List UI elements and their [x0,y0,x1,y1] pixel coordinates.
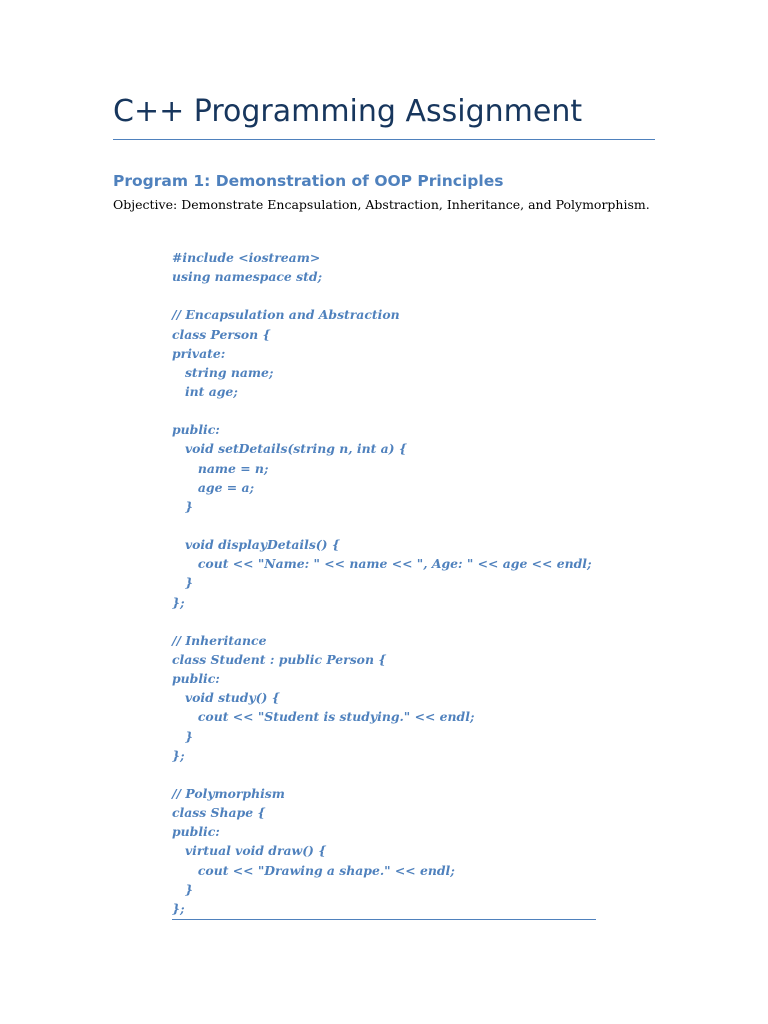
code-line: }; [172,594,185,610]
code-line: public: [172,671,220,687]
code-line: } [172,575,193,591]
code-line: } [172,728,193,744]
code-line: void study() { [172,690,280,706]
code-line: void displayDetails() { [172,537,340,553]
code-line: cout << "Name: " << name << ", Age: " << age << endl; [172,556,592,572]
code-line: // Polymorphism [172,785,285,801]
code-line [172,286,596,305]
code-line: void setDetails(string n, int a) { [172,441,407,457]
code-line: public: [172,824,220,840]
code-line: } [172,498,193,514]
code-line: private: [172,345,226,361]
title-underline [113,139,655,140]
code-line: age = a; [172,479,255,495]
code-line: } [172,881,193,897]
code-line: // Encapsulation and Abstraction [172,307,400,323]
code-line: cout << "Student is studying." << endl; [172,709,475,725]
code-line: public: [172,422,220,438]
document-title: C++ Programming Assignment [113,94,583,129]
code-line [172,516,596,535]
code-line: }; [172,900,185,916]
code-line [172,401,596,420]
code-line: name = n; [172,460,269,476]
code-line: int age; [172,383,238,399]
code-line [172,765,596,784]
code-line [172,612,596,631]
code-line: // Inheritance [172,632,267,648]
code-line: using namespace std; [172,269,323,285]
code-line: class Shape { [172,805,266,821]
code-line: class Person { [172,326,271,342]
code-block-bottom-rule [172,919,596,920]
code-block [172,248,596,918]
code-line: string name; [172,364,274,380]
code-line: cout << "Drawing a shape." << endl; [172,862,455,878]
code-line: virtual void draw() { [172,843,327,859]
code-line: class Student : public Person { [172,651,387,667]
objective-text: Objective: Demonstrate Encapsulation, Abstraction, Inheritance, and Polymorphism. [113,197,650,212]
code-line: }; [172,747,185,763]
code-line: #include <iostream> [172,250,321,265]
section-heading: Program 1: Demonstration of OOP Principles [113,172,504,190]
